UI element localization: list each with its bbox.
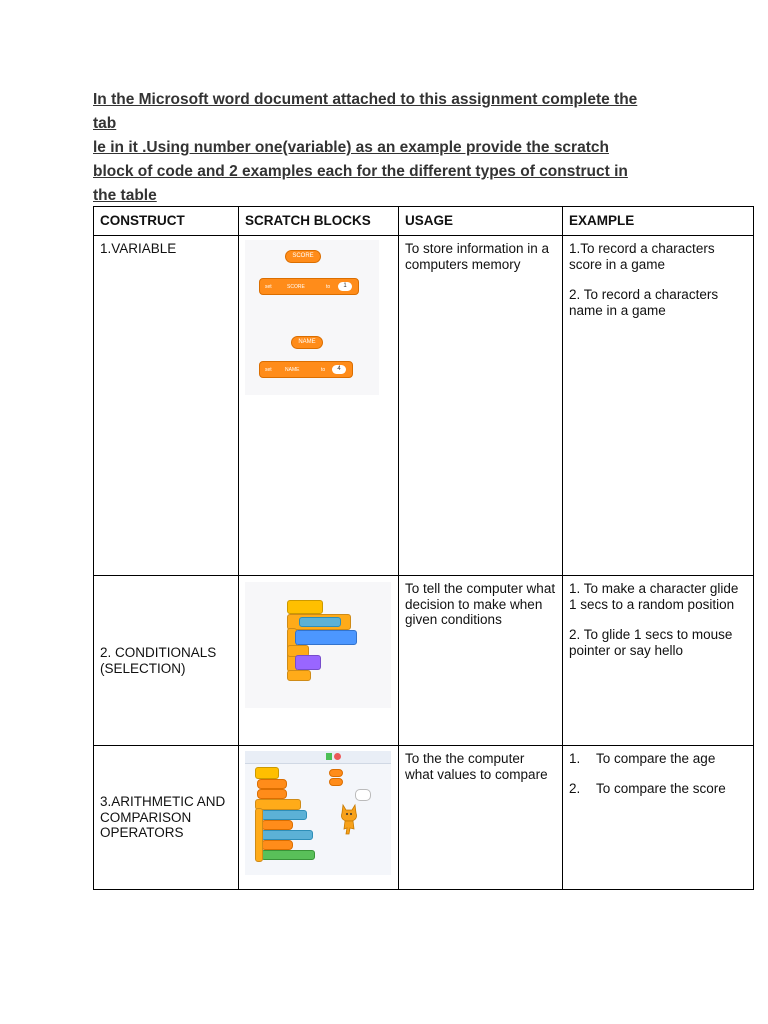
example-cell — [563, 236, 754, 576]
ask-block — [261, 830, 313, 840]
scratch-blocks-cell — [239, 576, 399, 746]
when-clicked-hat — [255, 767, 279, 779]
construct-label: 3.ARITHMETIC AND COMPARISON OPERATORS — [100, 794, 226, 841]
list-number: 2. — [569, 780, 581, 796]
usage-cell — [399, 576, 563, 746]
table-row — [94, 236, 754, 576]
table-header-row — [94, 207, 754, 236]
instruction-line-2: tab — [93, 115, 117, 132]
instruction-line-3: le in it .Using number one(variable) as an example provide the scratch — [93, 139, 609, 156]
instruction-line-4: block of code and 2 examples each for the different types of construct in — [93, 163, 628, 180]
example-1: To compare the age — [596, 751, 716, 766]
header-construct: CONSTRUCT — [94, 207, 239, 236]
set-score-block — [259, 278, 359, 295]
key-pressed-condition — [299, 617, 341, 627]
name-value: 4 — [332, 365, 346, 374]
construct-cell — [94, 236, 239, 576]
green-flag-icon — [326, 753, 332, 760]
usage-text: To tell the computer what decision to make when given conditions — [405, 581, 556, 627]
name-dropdown: NAME — [285, 367, 300, 373]
list-number: 1. — [569, 751, 581, 766]
example-2: 2. To record a characters name in a game — [569, 287, 719, 318]
when-flag-clicked-block — [287, 600, 323, 614]
variable-monitor — [329, 778, 343, 786]
if-block-bottom — [287, 670, 311, 681]
set-var-block — [261, 840, 293, 850]
example-2: To compare the score — [596, 780, 726, 796]
score-value: 1 — [338, 282, 352, 291]
set-var-block — [257, 779, 287, 789]
usage-cell — [399, 746, 563, 890]
ask-block — [261, 810, 307, 820]
constructs-table — [93, 206, 754, 890]
scratch-cat-sprite-icon — [339, 801, 359, 835]
to-label: to — [326, 284, 331, 290]
scratch-blocks-cell — [239, 746, 399, 890]
stage-header-bar — [245, 751, 391, 764]
examples-list — [569, 751, 747, 796]
name-reporter: NAME — [291, 336, 323, 349]
variable-monitor — [329, 769, 343, 777]
instruction-line-1: In the Microsoft word document attached to this assignment complete the — [93, 91, 638, 108]
construct-label: 2. CONDITIONALS (SELECTION) — [100, 645, 217, 676]
usage-text: To the the computer what values to compare — [405, 751, 548, 782]
usage-cell — [399, 236, 563, 576]
assignment-instructions — [93, 88, 753, 208]
construct-cell — [94, 746, 239, 890]
construct-label: 1.VARIABLE — [100, 241, 177, 256]
scratch-blocks-cell — [239, 236, 399, 576]
set-label: set — [265, 284, 272, 290]
table-row — [94, 576, 754, 746]
list-item — [569, 751, 747, 767]
example-1: 1. To make a character glide 1 secs to a random position — [569, 581, 739, 612]
set-var-block — [261, 820, 293, 830]
example-2: 2. To glide 1 secs to mouse pointer or say hello — [569, 627, 733, 658]
say-hello-block — [295, 655, 321, 670]
table-row — [94, 746, 754, 890]
glide-block — [295, 630, 357, 645]
operator-block — [261, 850, 315, 860]
usage-text: To store information in a computers memory — [405, 241, 550, 272]
instruction-line-5: the table — [93, 187, 157, 204]
construct-cell — [94, 576, 239, 746]
variable-blocks-image — [245, 240, 379, 395]
to-label: to — [321, 367, 326, 373]
score-dropdown: SCORE — [287, 284, 305, 290]
speech-bubble — [355, 789, 371, 801]
set-name-block — [259, 361, 353, 378]
operators-blocks-image — [245, 751, 391, 875]
example-cell — [563, 576, 754, 746]
if-block-side — [255, 808, 263, 862]
list-item — [569, 781, 747, 797]
stop-icon — [334, 753, 341, 760]
example-1: 1.To record a characters score in a game — [569, 241, 715, 272]
score-reporter: SCORE — [285, 250, 321, 263]
header-usage: USAGE — [399, 207, 563, 236]
example-cell — [563, 746, 754, 890]
header-scratch-blocks: SCRATCH BLOCKS — [239, 207, 399, 236]
set-var-block — [257, 789, 287, 799]
set-label: set — [265, 367, 272, 373]
header-example: EXAMPLE — [563, 207, 754, 236]
conditional-blocks-image — [245, 582, 391, 708]
